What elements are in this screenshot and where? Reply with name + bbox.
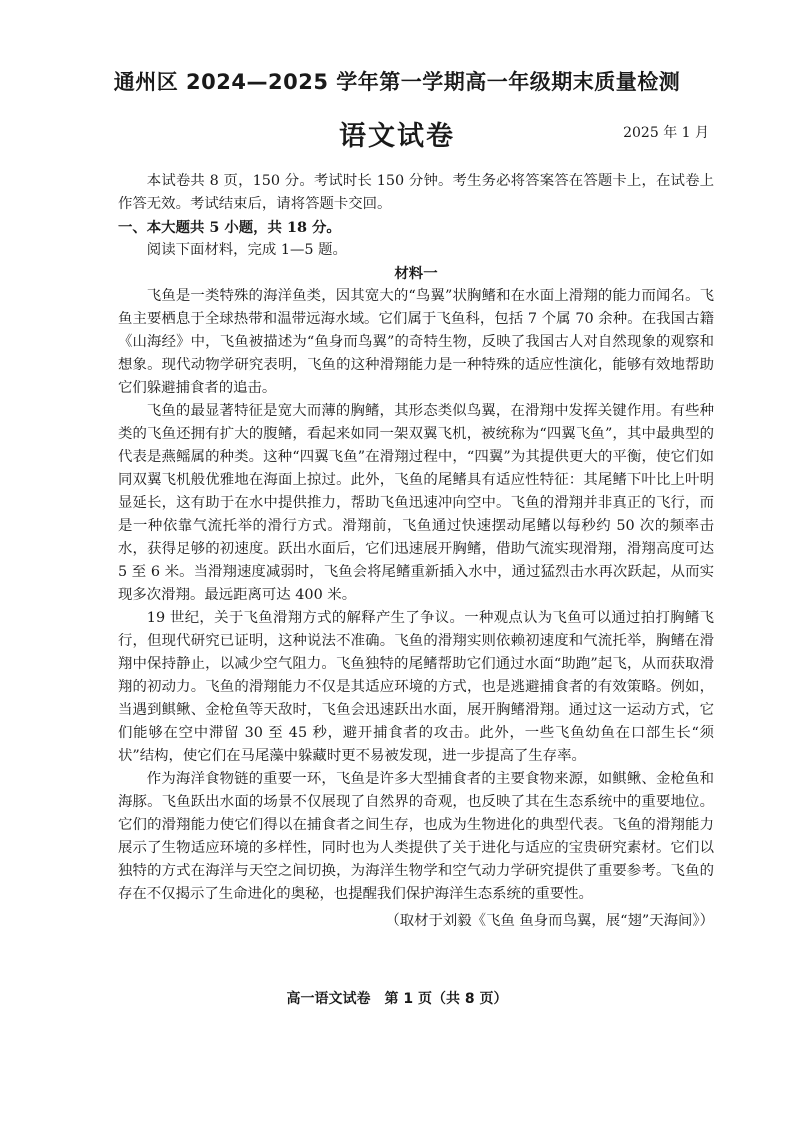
page-footer: 高一语文试卷 第 1 页（共 8 页） [286,991,508,1007]
instructions-text: 本试卷共 8 页，150 分。考试时长 150 分钟。考生务必将答案答在答题卡上，在试卷上作答无效。考试结束后，请将答题卡交回。 [118,173,714,212]
material-paragraph-2: 飞鱼的最显著特征是宽大而薄的胸鳍，其形态类似鸟翼，在滑翔中发挥关键作用。有些种类的飞鱼还拥有扩大的腹鳍，看起来如同一架双翼飞机，被统称为“四翼飞鱼”，其中最典型的代表是燕鳐属的种类。这种“四翼飞鱼”在滑翔过程中，“四翼”为其提供更大的平衡，使它们如同双翼飞机般优雅地在海面上掠过。此外，飞鱼的尾鳍具有适应性特征：其尾鳍下叶比上叶明显延长，这有助于在水中提供推力，帮助飞鱼迅速冲向空中。飞鱼的滑翔并非真正的飞行，而是一种依靠气流托举的滑行方式。滑翔前，飞鱼通过快速摆动尾鳍以每秒约 50 次的频率击水，获得足够的初速度。跃出水面后，它们迅速展开胸鳍，借助气流实现滑翔，滑翔高度可达 5 至 6 米。当滑翔速度减弱时，飞鱼会将尾鳍重新插入水中，通过猛烈击水再次跃起，从而实现多次滑翔。最远距离可达 400 米。 [118,403,714,603]
subject-title: 语文试卷 [339,121,455,152]
material-paragraph-3: 19 世纪，关于飞鱼滑翔方式的解释产生了争议。一种观点认为飞鱼可以通过拍打胸鳍飞行，但现代研究已证明，这种说法不准确。飞鱼的滑翔实则依赖初速度和气流托举，胸鳍在滑翔中保持静止，以减少空气阻力。飞鱼独特的尾鳍帮助它们通过水面“助跑”起飞，从而获取滑翔的初动力。飞鱼的滑翔能力不仅是其适应环境的方式，也是逃避捕食者的有效策略。例如，当遇到鲯鳅、金枪鱼等天敌时，飞鱼会迅速跃出水面，展开胸鳍滑翔。通过这一运动方式，它们能够在空中滞留 30 至 45 秒，避开捕食者的攻击。此外，一些飞鱼幼鱼在口部生长“须状”结构，使它们在马尾藻中躲藏时更不易被发现，进一步提高了生存率。 [118,610,714,764]
exam-date: 2025 年 1 月 [623,125,709,141]
section-prompt: 阅读下面材料，完成 1—5 题。 [146,242,347,258]
material-paragraph-1: 飞鱼是一类特殊的海洋鱼类，因其宽大的“鸟翼”状胸鳍和在水面上滑翔的能力而闻名。飞鱼主要栖息于全球热带和温带远海水域。它们属于飞鱼科，包括 7 个属 70 余种。在我国古籍《山海经》中，飞鱼被描述为“鱼身而鸟翼”的奇特生物，反映了我国古人对自然现象的观察和想象。现代动物学研究表明，飞鱼的这种滑翔能力是一种特殊的适应性演化，能够有效地帮助它们躲避捕食者的追击。 [118,288,714,396]
material-title: 材料一 [394,265,438,282]
exam-content [118,170,714,933]
exam-title: 通州区 2024—2025 学年第一学期高一年级期末质量检测 [113,70,681,94]
section-heading: 一、本大题共 5 小题，共 18 分。 [118,219,341,236]
material-source: （取材于刘毅《飞鱼 鱼身而鸟翼，展“翅”天海间》） [385,913,714,929]
material-paragraph-4: 作为海洋食物链的重要一环，飞鱼是许多大型捕食者的主要食物来源，如鲯鳅、金枪鱼和海豚。飞鱼跃出水面的场景不仅展现了自然界的奇观，也反映了其在生态系统中的重要地位。它们的滑翔能力使它们得以在捕食者之间生存，也成为生物进化的典型代表。飞鱼的滑翔能力展示了生物适应环境的多样性，同时也为人类提供了关于进化与适应的宝贵研究素材。它们以独特的方式在海洋与天空之间切换，为海洋生物学和空气动力学研究提供了重要参考。飞鱼的存在不仅揭示了生命进化的奥秘，也提醒我们保护海洋生态系统的重要性。 [118,771,714,902]
